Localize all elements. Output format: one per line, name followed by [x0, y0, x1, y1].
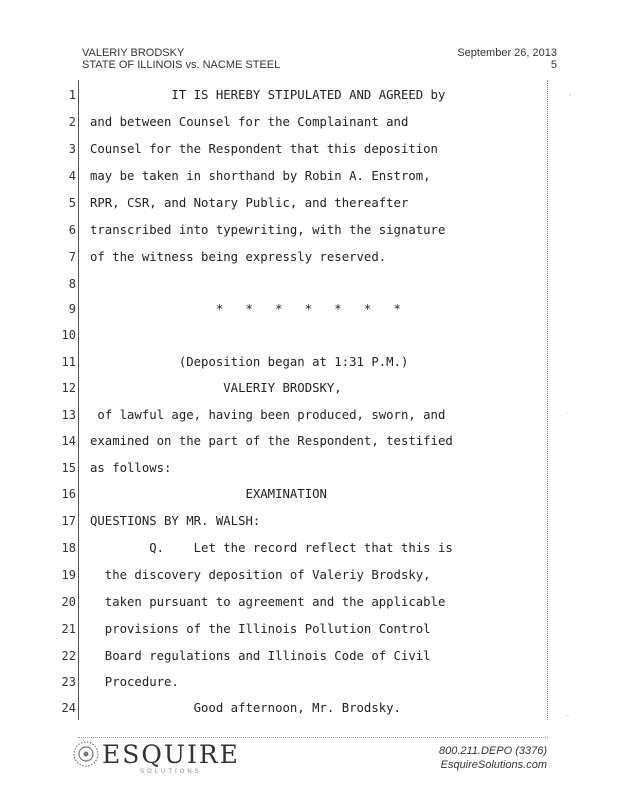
line-text: of the witness being expressly reserved.	[90, 250, 387, 264]
transcript-line	[30, 669, 550, 695]
transcript-line	[30, 643, 550, 669]
line-number: 11	[61, 355, 76, 369]
footer-rule	[78, 737, 548, 738]
transcript-line	[30, 136, 550, 162]
line-text: transcribed into typewriting, with the signature	[90, 223, 446, 237]
line-text: EXAMINATION	[90, 487, 327, 501]
transcript-line	[30, 589, 550, 615]
line-number: 21	[61, 622, 76, 636]
line-number: 3	[68, 142, 76, 156]
transcript-line	[30, 296, 550, 322]
transcript-line	[30, 616, 550, 642]
case-title: STATE OF ILLINOIS vs. NACME STEEL	[82, 59, 281, 71]
line-number: 24	[61, 701, 76, 715]
transcript-line	[30, 109, 550, 135]
line-number: 23	[61, 675, 76, 689]
line-number: 7	[68, 250, 76, 264]
company-logo-text: ESQUIRE	[102, 740, 240, 769]
transcript-line	[30, 508, 550, 534]
transcript-line	[30, 244, 550, 270]
line-text: of lawful age, having been produced, sworn, and	[90, 408, 446, 422]
scan-speck: ¨	[566, 714, 569, 723]
transcript-line	[30, 402, 550, 428]
header-right	[457, 47, 557, 71]
page-number: 5	[550, 59, 557, 71]
line-text: Good afternoon, Mr. Brodsky.	[90, 701, 401, 715]
line-number: 18	[61, 541, 76, 555]
line-text: Board regulations and Illinois Code of Civil	[90, 649, 431, 663]
line-text: taken pursuant to agreement and the applicable	[90, 595, 446, 609]
transcript-line	[30, 82, 550, 108]
company-logo-subtitle: SOLUTIONS	[140, 769, 202, 775]
line-text: (Deposition began at 1:31 P.M.)	[90, 355, 409, 369]
transcript-line	[30, 217, 550, 243]
scan-speck: ’	[569, 93, 571, 102]
line-number: 13	[61, 408, 76, 422]
transcript-line	[30, 481, 550, 507]
deposition-date: September 26, 2013	[457, 47, 557, 59]
line-text: examined on the part of the Respondent, testified	[90, 434, 453, 448]
line-number: 15	[61, 461, 76, 475]
transcript-line	[30, 322, 550, 348]
line-number: 10	[61, 328, 76, 342]
line-text: VALERIY BRODSKY,	[90, 381, 342, 395]
footer-contact	[439, 744, 547, 772]
line-number: 22	[61, 649, 76, 663]
line-text: provisions of the Illinois Pollution Control	[90, 622, 431, 636]
transcript-line	[30, 163, 550, 189]
line-text: QUESTIONS BY MR. WALSH:	[90, 514, 261, 528]
line-number: 6	[68, 223, 76, 237]
line-text: Procedure.	[90, 675, 179, 689]
transcript-line	[30, 271, 550, 297]
line-text: RPR, CSR, and Notary Public, and thereafter	[90, 196, 409, 210]
transcript-line	[30, 562, 550, 588]
header-left	[82, 47, 280, 71]
line-text: as follows:	[90, 461, 172, 475]
line-number: 8	[68, 277, 76, 291]
line-text: Counsel for the Respondent that this deposition	[90, 142, 438, 156]
line-number: 14	[61, 434, 76, 448]
transcript-line	[30, 190, 550, 216]
scan-speck: ˌ	[566, 405, 569, 414]
line-text: IT IS HEREBY STIPULATED AND AGREED by	[90, 88, 446, 102]
esquire-seal-icon	[72, 740, 100, 768]
line-number: 16	[61, 487, 76, 501]
line-text: and between Counsel for the Complainant and	[90, 115, 409, 129]
line-number: 4	[68, 169, 76, 183]
witness-name: VALERIY BRODSKY	[82, 47, 185, 59]
line-number: 2	[68, 115, 76, 129]
line-text: the discovery deposition of Valeriy Brodsky,	[90, 568, 431, 582]
transcript-line	[30, 375, 550, 401]
transcript-line	[30, 695, 550, 721]
line-number: 9	[68, 302, 76, 316]
line-number: 5	[68, 196, 76, 210]
line-number: 19	[61, 568, 76, 582]
line-text: * * * * * * *	[90, 302, 401, 316]
transcript-line	[30, 428, 550, 454]
transcript-line	[30, 535, 550, 561]
line-number: 20	[61, 595, 76, 609]
transcript-line	[30, 349, 550, 375]
transcript-line	[30, 455, 550, 481]
line-number: 17	[61, 514, 76, 528]
phone-number: 800.211.DEPO (3376)	[438, 745, 547, 757]
line-number: 1	[68, 88, 76, 102]
line-text: Q. Let the record reflect that this is	[90, 541, 453, 555]
website: EsquireSolutions.com	[440, 759, 547, 771]
line-number: 12	[61, 381, 76, 395]
line-text: may be taken in shorthand by Robin A. Enstrom,	[90, 169, 431, 183]
